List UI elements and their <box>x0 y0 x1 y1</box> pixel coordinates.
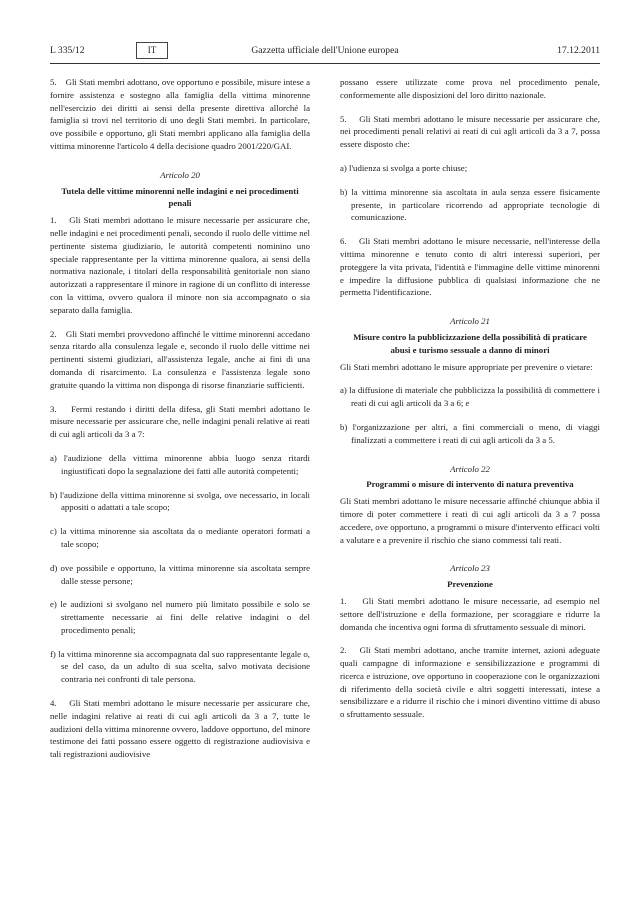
article-number: Articolo 22 <box>450 463 490 474</box>
list-item: c) la vittima minorenne sia ascoltata da o mediante operatori formati a tale scopo; <box>50 526 310 549</box>
article-title: Programmi o misure di intervento di natura preventiva <box>366 479 574 490</box>
journal-title: Gazzetta ufficiale dell'Unione europea <box>251 45 399 56</box>
list-item: e) le audizioni si svolgano nel numero più limitato possibile e solo se strettamente necessarie ai fini delle relative indagini o del procedimento penali; <box>50 599 310 635</box>
list-item: a) l'udienza si svolga a porte chiuse; <box>340 162 468 173</box>
list-item: b) la vittima minorenne sia ascoltata in aula senza essere fisicamente presente, in particolare ricorrendo ad appropriate tecnologie di comunicazione. <box>340 186 600 223</box>
list-item: d) ove possibile e opportuno, la vittima minorenne sia ascoltata sempre dalle stesse persone; <box>50 562 310 586</box>
paragraph: 1. Gli Stati membri adottano le misure necessarie per assicurare che, nelle indagini e nei procedimenti penali, secondo il ruolo delle vittime nel pertinente sistema giudiziario, le autorità competenti nominino uno speciale rappresentante per la vittima minorenne qualora, ai sensi della normativa nazionale, i titolari della responsabilità genitoriale non siano autorizzati a rappresentare il minore in ragione di un conflitto di interesse con la vittima, ovvero qualora il minore non sia accompagnato o sia separato dalla famiglia. <box>50 215 310 315</box>
list-item: b) l'audizione della vittima minorenne si svolga, ove necessario, in locali appositi o adattati a tale scopo; <box>50 489 310 513</box>
paragraph: 2. Gli Stati membri provvedono affinché le vittime minorenni accedano senza ritardo alla consulenza legale e, secondo il ruolo delle vittime nei pertinenti sistemi giudiziari, all'assistenza legale, anche ai fini di una domanda di risarcimento. La consulenza e l'assistenza legale sono gratuite quando la vittima non disponga di risorse finanziarie sufficienti. <box>50 328 310 390</box>
article-title: Tutela delle vittime minorenni nelle indagini e nei procedimenti penali <box>61 185 299 209</box>
header-rule <box>50 63 600 64</box>
paragraph: Gli Stati membri adottano le misure appropriate per prevenire o vietare: <box>340 361 593 372</box>
paragraph: possano essere utilizzate come prova nel procedimento penale, conformemente alle disposizioni del loro diritto nazionale. <box>340 77 600 100</box>
article-number: Articolo 20 <box>160 169 200 180</box>
paragraph: 4. Gli Stati membri adottano le misure necessarie per assicurare che, nelle indagini relative ai reati di cui agli articoli da 3 a 7, tutte le audizioni della vittima minorenne ovvero, laddove opportuno, del minore testimone dei fatti possano essere oggetto di registrazione audiovisiva e tali registrazioni audiovisive <box>50 698 310 760</box>
paragraph: 5. Gli Stati membri adottano, ove opportuno e possibile, misure intese a fornire assistenza e sostegno alla famiglia della vittima minorenne nell'esercizio dei diritti ai sensi della presente direttiva allorché la famiglia si trovi nel territorio di uno degli Stati membri. In particolare, ove possibile e opportuno, gli Stati membri applicano alla famiglia della vittima minorenne l'articolo 4 della decisione quadro 2001/220/GAI. <box>50 77 310 151</box>
article-number: Articolo 21 <box>450 316 490 327</box>
page-number: L 335/12 <box>50 45 85 56</box>
list-item: b) l'organizzazione per altri, a fini commerciali o meno, di viaggi finalizzati a commettere i reati di cui agli articoli da 3 a 5. <box>340 421 600 445</box>
paragraph: 2. Gli Stati membri adottano, anche tramite internet, azioni adeguate quali campagne di informazione e sensibilizzazione e programmi di ricerca e istruzione, ove opportuno in cooperazione con le organizzazioni di riferimento della società civile e altri soggetti interessati, intese a sensibilizzare e a ridurre il rischio che i minori diventino vittime di abuso o sfruttamento sessuale. <box>340 645 600 720</box>
paragraph: 5. Gli Stati membri adottano le misure necessarie per assicurare che, nei procedimenti penali relativi ai reati di cui agli articoli da 3 a 7, possa essere disposto che: <box>340 113 600 150</box>
publication-date: 17.12.2011 <box>557 45 600 56</box>
paragraph: Gli Stati membri adottano le misure necessarie affinché chiunque abbia il timore di poter commettere i reati di cui agli articoli da 3 a 7 possa accedere, ove opportuno, a programmi o misure d'intervento efficaci volti a valutare e a prevenire il rischio che siano commessi tali reati. <box>340 496 600 545</box>
left-column <box>50 76 310 772</box>
list-item: a) la diffusione di materiale che pubblicizza la possibilità di commettere i reati di cui agli articoli da 3 a 6; e <box>340 385 600 409</box>
paragraph: 1. Gli Stati membri adottano le misure necessarie, ad esempio nel settore dell'istruzione e della formazione, per scoraggiare e ridurre la domanda che incentiva ogni forma di sfruttamento sessuale di minori. <box>340 595 600 632</box>
paragraph: 6. Gli Stati membri adottano le misure necessarie, nell'interesse della vittima minorenne e tenuto conto di altri interessi superiori, per proteggere la vita privata, l'identità e l'immagine delle vittime minorenni e impedire la diffusione pubblica di qualsiasi informazione che ne permetta l'identificazione. <box>340 236 600 298</box>
right-column <box>340 76 600 732</box>
language-badge: IT <box>136 42 168 59</box>
article-number: Articolo 23 <box>450 563 490 574</box>
paragraph: 3. Fermi restando i diritti della difesa, gli Stati membri adottano le misure necessarie per assicurare che, nelle indagini penali relative ai reati di cui agli articoli da 3 a 7: <box>50 403 310 440</box>
list-item: a) l'audizione della vittima minorenne abbia luogo senza ritardi ingiustificati dopo la segnalazione dei fatti alle autorità competenti; <box>50 452 310 476</box>
article-title: Prevenzione <box>447 579 493 590</box>
list-item: f) la vittima minorenne sia accompagnata dal suo rappresentante legale o, se del caso, da un adulto di sua scelta, salvo motivata decisione contraria nei confronti di tale persona. <box>50 648 310 685</box>
article-title: Misure contro la pubblicizzazione della possibilità di praticare abusi e turismo sessuale a danno di minori <box>353 331 587 355</box>
page-header <box>50 44 600 58</box>
